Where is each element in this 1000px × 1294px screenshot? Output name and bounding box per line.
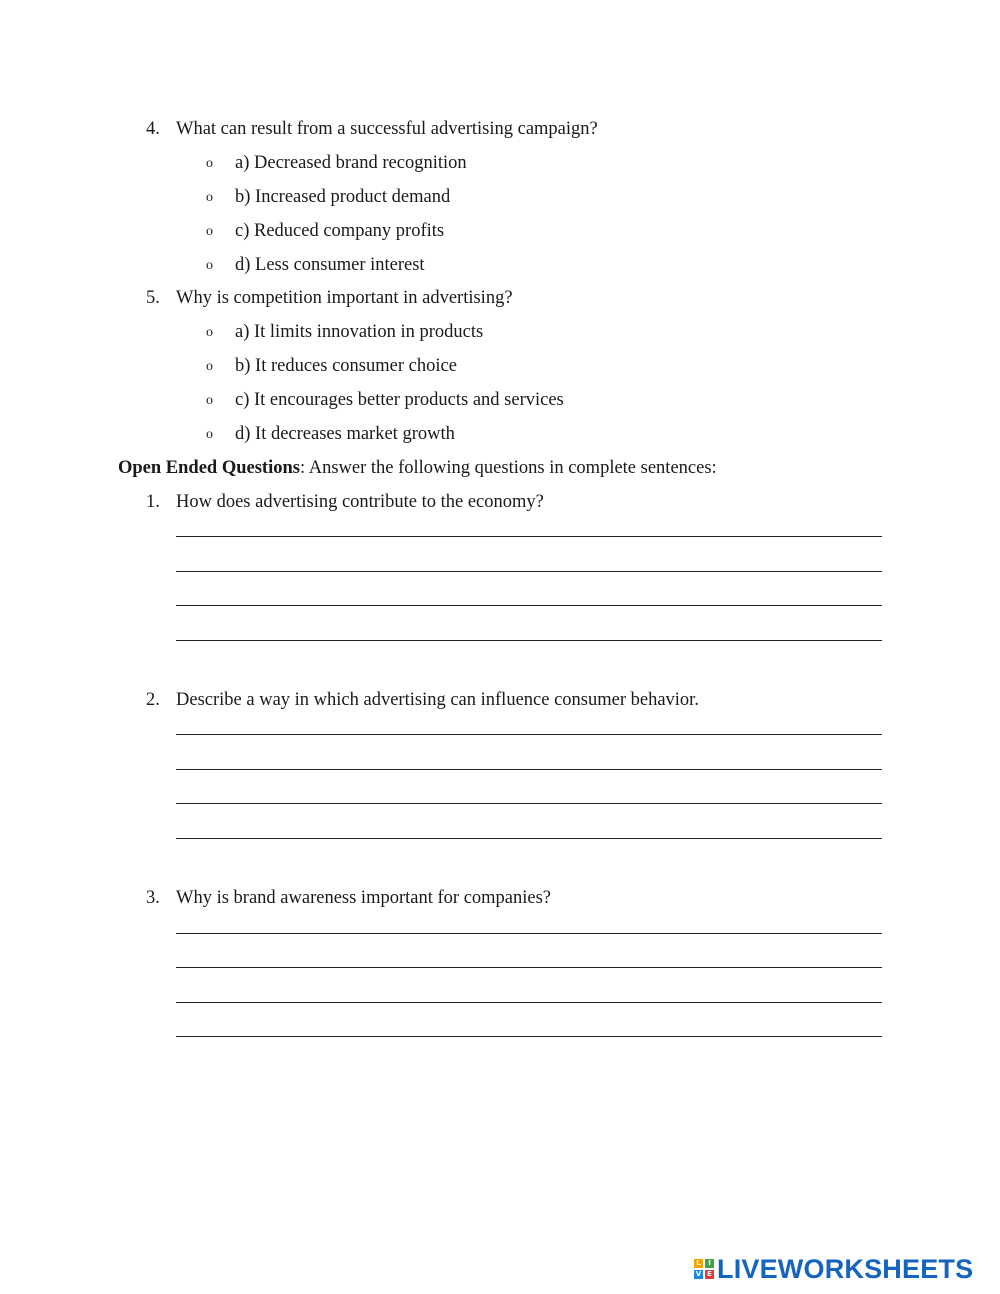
option-bullet-icon: o bbox=[206, 190, 213, 205]
answer-line[interactable] bbox=[176, 1002, 882, 1003]
open-question-2-text: Describe a way in which advertising can influence consumer behavior. bbox=[176, 690, 699, 710]
question-5-option-c[interactable]: c) It encourages better products and services bbox=[235, 390, 564, 410]
question-5-option-d[interactable]: d) It decreases market growth bbox=[235, 424, 455, 444]
question-5-option-b[interactable]: b) It reduces consumer choice bbox=[235, 356, 457, 376]
option-bullet-icon: o bbox=[206, 359, 213, 374]
answer-line[interactable] bbox=[176, 803, 882, 804]
open-question-3-number: 3. bbox=[146, 888, 160, 908]
logo-text: LIVEWORKSHEETS bbox=[717, 1253, 974, 1284]
answer-line[interactable] bbox=[176, 1036, 882, 1037]
open-question-1-text: How does advertising contribute to the economy? bbox=[176, 492, 544, 512]
logo-block: I bbox=[705, 1259, 714, 1268]
option-bullet-icon: o bbox=[206, 224, 213, 239]
open-question-3-text: Why is brand awareness important for companies? bbox=[176, 888, 552, 908]
logo-block: V bbox=[695, 1270, 702, 1278]
option-bullet-icon: o bbox=[206, 427, 213, 442]
answer-line[interactable] bbox=[176, 605, 882, 606]
open-question-2-number: 2. bbox=[146, 690, 160, 710]
option-bullet-icon: o bbox=[206, 156, 213, 171]
logo-block: E bbox=[705, 1270, 714, 1279]
option-bullet-icon: o bbox=[206, 258, 213, 273]
answer-line[interactable] bbox=[176, 640, 882, 641]
option-bullet-icon: o bbox=[206, 325, 213, 340]
open-question-1-number: 1. bbox=[146, 492, 160, 512]
question-4-option-b[interactable]: b) Increased product demand bbox=[235, 187, 451, 207]
question-4-option-c[interactable]: c) Reduced company profits bbox=[235, 221, 445, 241]
answer-line[interactable] bbox=[176, 967, 882, 968]
answer-line[interactable] bbox=[176, 571, 882, 572]
question-5-number: 5. bbox=[146, 288, 160, 308]
liveworksheets-logo bbox=[694, 1254, 973, 1284]
answer-line[interactable] bbox=[176, 536, 882, 537]
answer-line[interactable] bbox=[176, 734, 882, 735]
logo-block: L bbox=[694, 1259, 703, 1268]
answer-line[interactable] bbox=[176, 933, 882, 934]
open-ended-heading-bold: Open Ended Questions bbox=[118, 458, 300, 478]
question-4-number: 4. bbox=[146, 119, 160, 139]
logo-blocks-icon bbox=[694, 1259, 714, 1279]
question-4-text: What can result from a successful advertising campaign? bbox=[176, 119, 598, 139]
answer-line[interactable] bbox=[176, 838, 882, 839]
open-ended-heading bbox=[118, 457, 717, 479]
answer-line[interactable] bbox=[176, 769, 882, 770]
open-ended-heading-instructions: : Answer the following questions in complete sentences: bbox=[299, 458, 717, 478]
question-4-option-d[interactable]: d) Less consumer interest bbox=[235, 255, 425, 275]
question-5-option-a[interactable]: a) It limits innovation in products bbox=[235, 322, 484, 342]
question-5-text: Why is competition important in advertising? bbox=[176, 288, 513, 308]
question-4-option-a[interactable]: a) Decreased brand recognition bbox=[235, 153, 467, 173]
option-bullet-icon: o bbox=[206, 393, 213, 408]
